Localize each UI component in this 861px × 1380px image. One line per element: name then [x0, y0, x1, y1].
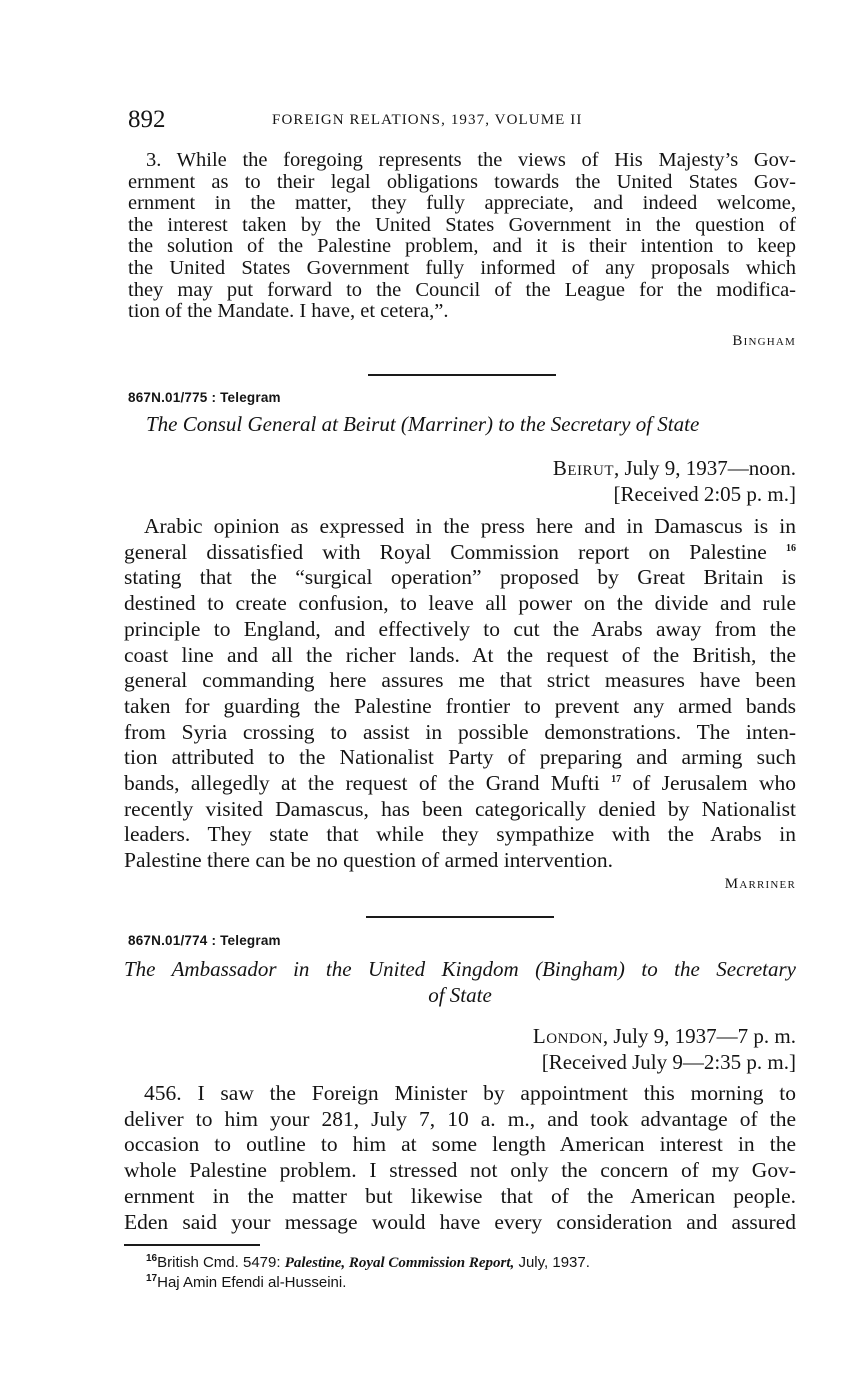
footnote-16	[146, 1253, 590, 1273]
footnote-text: British Cmd. 5479:	[157, 1254, 285, 1271]
footnote-divider	[124, 1244, 260, 1246]
section-divider	[368, 374, 556, 376]
text-line: taken for guarding the Palestine frontier to prevent any armed bands	[124, 693, 796, 718]
text-line	[124, 540, 796, 566]
text-line: 3. While the foregoing represents the views of His Majesty’s Gov-	[146, 149, 796, 171]
text-line: tion of the Mandate. I have, et cetera,”.	[128, 300, 449, 323]
signature-marriner: Marriner	[724, 876, 796, 892]
footnote-text: Haj Amin Efendi al-Husseini.	[157, 1274, 347, 1291]
page-number: 892	[128, 106, 166, 133]
text-segment: general dissatisfied with Royal Commission report on Palestine	[124, 539, 767, 564]
received-line: [Received July 9—2:35 p. m.]	[541, 1050, 796, 1074]
section-divider	[366, 916, 554, 918]
document-heading-cont: of State	[428, 983, 492, 1007]
footnote-number: 17	[146, 1273, 158, 1284]
text-line: principle to England, and effectively to cut the Arabs away from the	[124, 616, 796, 641]
page-header	[128, 106, 796, 136]
text-line: the United States Government fully informed of any proposals which	[128, 256, 796, 279]
text-line: leaders. They state that while they sympathize with the Arabs in	[124, 822, 796, 847]
running-head: FOREIGN RELATIONS, 1937, VOLUME II	[272, 112, 583, 128]
text-line: tion attributed to the Nationalist Party of preparing and arming such	[124, 745, 796, 770]
text-line: the interest taken by the United States Government in the question of	[128, 213, 796, 236]
document-heading: The Consul General at Beirut (Marriner) to the Secretary of State	[146, 412, 700, 436]
dateline-date: , July 9, 1937—noon.	[613, 456, 796, 480]
text-line: coast line and all the richer lands. At the request of the British, the	[124, 642, 796, 667]
footnote-ref: 17	[611, 773, 622, 785]
file-id: 867N.01/775 : Telegram	[128, 390, 281, 405]
text-line: ernment in the matter but likewise that of the American people.	[124, 1183, 796, 1208]
telegram-body	[124, 1081, 796, 1235]
footnote-17	[146, 1273, 590, 1292]
dateline-date: , July 9, 1937—7 p. m.	[602, 1024, 796, 1048]
text-line: 456. I saw the Foreign Minister by appointment this morning to	[144, 1081, 796, 1105]
file-id: 867N.01/774 : Telegram	[128, 933, 281, 948]
text-line: deliver to him your 281, July 7, 10 a. m., and took advantage of the	[124, 1106, 796, 1131]
footnote-text: July, 1937.	[514, 1254, 590, 1271]
footnote-title: Palestine, Royal Commission Report,	[284, 1255, 515, 1271]
signature-bingham: Bingham	[732, 333, 796, 349]
footnote-number: 16	[146, 1253, 158, 1264]
text-line: the solution of the Palestine problem, and it is their intention to keep	[128, 235, 796, 258]
document-heading: The Ambassador in the United Kingdom (Bingham) to the Secretary	[124, 957, 796, 981]
text-segment: of Jerusalem who	[621, 771, 796, 796]
text-line: ernment in the matter, they fully appreciate, and indeed welcome,	[128, 192, 796, 215]
dateline-place: London	[532, 1024, 603, 1048]
footnote-ref: 16	[786, 542, 796, 554]
text-line: ernment as to their legal obligations towards the United States Gov-	[128, 170, 796, 193]
text-line: Eden said your message would have every consideration and assured	[124, 1209, 796, 1234]
dateline-place: Beirut	[552, 456, 614, 480]
text-line: stating that the “surgical operation” proposed by Great Britain is	[124, 565, 796, 590]
received-line: [Received 2:05 p. m.]	[613, 482, 796, 506]
text-line	[124, 771, 796, 797]
text-line: Arabic opinion as expressed in the press here and in Damascus is in	[144, 514, 796, 538]
text-line: general commanding here assures me that strict measures have been	[124, 668, 796, 693]
text-line: whole Palestine problem. I stressed not only the concern of my Gov-	[124, 1158, 796, 1183]
text-line: they may put forward to the Council of the League for the modifica-	[128, 278, 796, 301]
dateline	[533, 1024, 796, 1049]
text-line: destined to create confusion, to leave all power on the divide and rule	[124, 591, 796, 616]
text-line: from Syria crossing to assist in possible demonstrations. The inten-	[124, 719, 796, 744]
text-line: Palestine there can be no question of armed intervention.	[124, 848, 613, 873]
dateline	[553, 456, 796, 481]
footnotes	[146, 1253, 590, 1292]
paragraph-3	[128, 150, 796, 323]
telegram-body	[124, 514, 796, 874]
text-line: recently visited Damascus, has been categorically denied by Nationalist	[124, 796, 796, 821]
text-segment: bands, allegedly at the request of the Grand Mufti	[124, 771, 600, 796]
text-line: occasion to outline to him at some length American interest in the	[124, 1132, 796, 1157]
